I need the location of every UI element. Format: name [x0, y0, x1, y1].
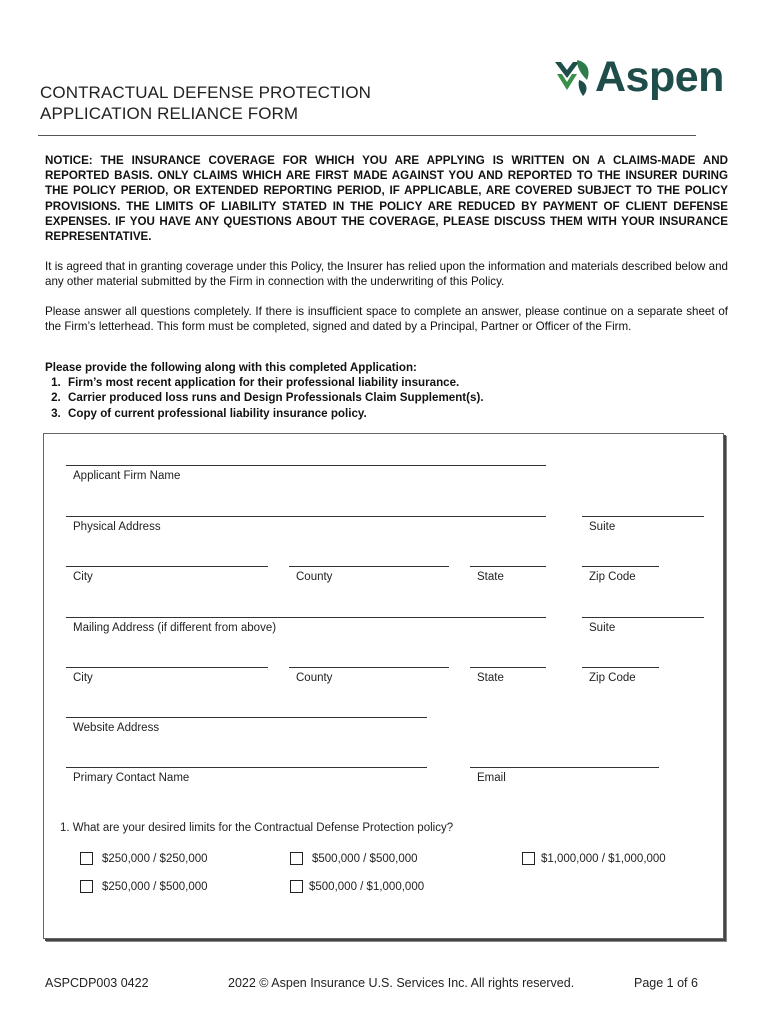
required-document-item: 3. Copy of current professional liability insurance policy. — [64, 406, 728, 421]
page-title — [40, 82, 371, 124]
checkbox[interactable] — [522, 852, 535, 865]
limit-option-label: $250,000 / $500,000 — [102, 880, 208, 893]
required-documents-intro: Please provide the following along with this completed Application: — [45, 361, 417, 374]
physical-address-field[interactable] — [66, 516, 546, 517]
aspen-logo — [553, 52, 733, 110]
limit-option-label: $500,000 / $500,000 — [312, 852, 418, 865]
suite-field[interactable] — [582, 516, 704, 517]
county-label: County — [296, 571, 333, 583]
zip-field[interactable] — [582, 566, 659, 567]
limit-option-250k-500k[interactable] — [80, 880, 208, 893]
firm-name-label: Applicant Firm Name — [73, 470, 181, 482]
mailing-suite-label: Suite — [589, 622, 616, 634]
mailing-address-label: Mailing Address (if different from above) — [73, 622, 277, 634]
checkbox[interactable] — [80, 852, 93, 865]
suite-label: Suite — [589, 521, 616, 533]
state-label: State — [477, 571, 504, 583]
logo-wordmark: Aspen — [595, 53, 724, 101]
aspen-leaf-icon — [553, 56, 593, 100]
limit-option-label: $250,000 / $250,000 — [102, 852, 208, 865]
mailing-zip-label: Zip Code — [589, 672, 636, 684]
mailing-address-field[interactable] — [66, 617, 546, 618]
checkbox[interactable] — [80, 880, 93, 893]
limit-option-500k-500k[interactable] — [290, 852, 418, 865]
required-document-item: 2. Carrier produced loss runs and Design Professionals Claim Supplement(s). — [64, 390, 728, 405]
mailing-city-field[interactable] — [66, 667, 268, 668]
mailing-suite-field[interactable] — [582, 617, 704, 618]
mailing-county-field[interactable] — [289, 667, 449, 668]
primary-contact-label: Primary Contact Name — [73, 772, 190, 784]
primary-contact-field[interactable] — [66, 767, 427, 768]
mailing-state-field[interactable] — [470, 667, 546, 668]
mailing-city-label: City — [73, 672, 93, 684]
firm-name-field[interactable] — [66, 465, 546, 466]
state-field[interactable] — [470, 566, 546, 567]
limit-option-250k-250k[interactable] — [80, 852, 208, 865]
website-field[interactable] — [66, 717, 427, 718]
website-label: Website Address — [73, 722, 160, 734]
mailing-county-label: County — [296, 672, 333, 684]
title-divider — [38, 135, 696, 136]
required-document-item: 1. Firm’s most recent application for their professional liability insurance. — [64, 375, 728, 390]
application-form — [43, 433, 724, 939]
county-field[interactable] — [289, 566, 449, 567]
required-documents — [45, 360, 728, 421]
mailing-state-label: State — [477, 672, 504, 684]
city-label: City — [73, 571, 93, 583]
zip-label: Zip Code — [589, 571, 636, 583]
title-line-1: CONTRACTUAL DEFENSE PROTECTION — [40, 83, 372, 102]
notice-text: NOTICE: THE INSURANCE COVERAGE FOR WHICH YOU ARE APPLYING IS WRITTEN ON A CLAIMS-MADE AND REPORTED BASIS. ONLY CLAIMS WHICH ARE FIRST MADE AGAINST YOU AND REPORTED TO THE INSURER DURING THE POLICY PERIOD, OR EXTENDED REPORTING PERIOD, IF APPLICABLE, ARE COVERED SUBJECT TO THE POLICY PROVISIONS. THE LIMITS OF LIABILITY STATED IN THE POLICY ARE REDUCED BY PAYMENT OF CLIENT DEFENSE EXPENSES. IF YOU HAVE ANY QUESTIONS ABOUT THE COVERAGE, PLEASE DISCUSS THEM WITH YOUR INSURANCE REPRESENTATIVE. — [45, 154, 728, 244]
checkbox[interactable] — [290, 852, 303, 865]
form-code: ASPCDP003 0422 — [45, 976, 149, 990]
email-field[interactable] — [470, 767, 659, 768]
email-label: Email — [477, 772, 506, 784]
checkbox[interactable] — [290, 880, 303, 893]
physical-address-label: Physical Address — [73, 521, 161, 533]
limit-option-500k-1m[interactable] — [290, 880, 424, 893]
question-1: 1. What are your desired limits for the Contractual Defense Protection policy? — [60, 822, 454, 834]
city-field[interactable] — [66, 566, 268, 567]
page-number: Page 1 of 6 — [634, 976, 698, 990]
limit-option-label: $500,000 / $1,000,000 — [309, 880, 425, 893]
mailing-zip-field[interactable] — [582, 667, 659, 668]
title-line-2: APPLICATION RELIANCE FORM — [40, 104, 299, 123]
instructions-paragraph: Please answer all questions completely. If there is insufficient space to complete an answer, please continue on a separate sheet of the Firm’s letterhead. This form must be completed, signed and dated by a Principal, Partner or Officer of the Firm. — [45, 305, 728, 334]
reliance-paragraph: It is agreed that in granting coverage under this Policy, the Insurer has relied upon the information and materials described below and any other material submitted by the Firm in connection with the underwriting of this Policy. — [45, 260, 728, 289]
limit-option-label: $1,000,000 / $1,000,000 — [541, 852, 666, 865]
limit-option-1m-1m[interactable] — [522, 852, 666, 865]
copyright-notice: 2022 © Aspen Insurance U.S. Services Inc. All rights reserved. — [228, 976, 575, 990]
